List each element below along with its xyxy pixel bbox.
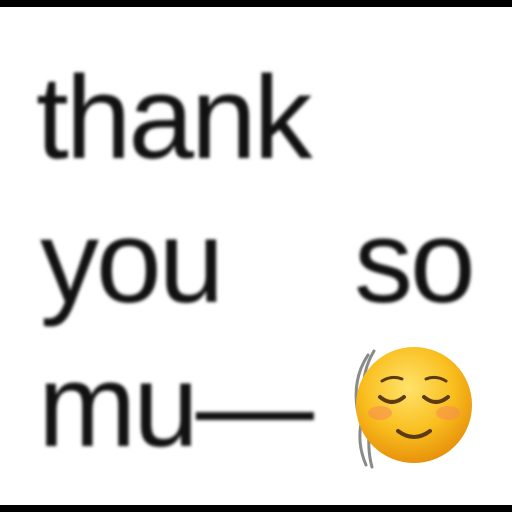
emoji-cheek-left <box>368 406 392 420</box>
word-mu-dash: mu— <box>38 340 311 472</box>
emoji-cheek-right <box>436 406 460 420</box>
word-so: so <box>354 196 473 328</box>
relieved-face-emoji-icon <box>340 343 476 473</box>
meme-card <box>0 7 512 505</box>
word-thank: thank <box>36 52 310 184</box>
emoji-face <box>356 347 472 463</box>
word-you: you <box>40 196 222 328</box>
